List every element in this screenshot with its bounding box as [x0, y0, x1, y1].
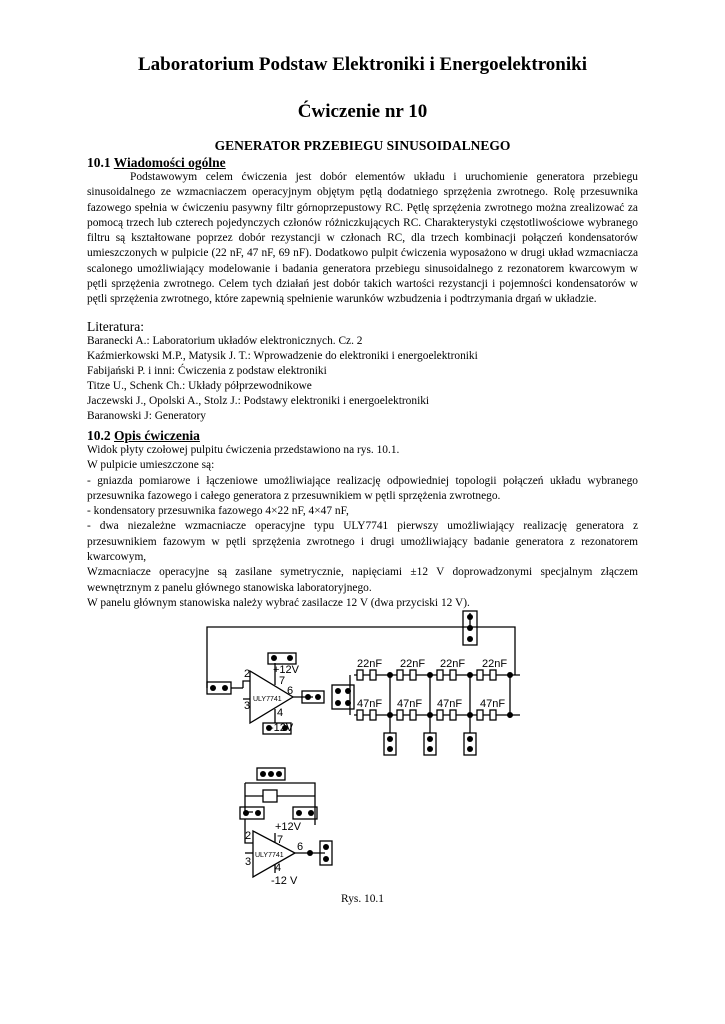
- section-2-line: - kondensatory przesuwnika fazowego 4×22 nF, 4×47 nF,: [87, 505, 349, 518]
- pin-label: 2: [245, 830, 252, 842]
- crystal-oscillator-schematic: [235, 765, 345, 885]
- cap-label: 47nF: [480, 698, 506, 710]
- cap-label: 47nF: [357, 698, 383, 710]
- pin-label: 7: [279, 675, 286, 687]
- cap-label: 22nF: [440, 658, 466, 670]
- pin-label: 3: [245, 856, 252, 868]
- section-2-body: [87, 443, 638, 611]
- section-2-line: Wzmacniacze operacyjne są zasilane symetrycznie, napięciami ±12 V doprowadzonymi specjalnym złączem wewnętrznym z panelu głównego stanowiska laboratoryjnego.: [87, 566, 638, 594]
- section-1-number: 10.1: [87, 155, 111, 170]
- section-2-line: Widok płyty czołowej pulpitu ćwiczenia przedstawiono na rys. 10.1.: [87, 444, 400, 456]
- cap-label: 22nF: [482, 658, 508, 670]
- pos-supply-label: +12V: [275, 821, 301, 833]
- section-2-line: W panelu głównym stanowiska należy wybrać zasilacze 12 V (dwa przyciski 12 V).: [87, 596, 470, 609]
- figure-caption: Rys. 10.1: [341, 893, 384, 905]
- neg-supply-label: -12 V: [271, 875, 298, 885]
- section-1-body: [87, 170, 638, 308]
- section-1-title: Wiadomości ogólne: [113, 155, 226, 170]
- section-1-heading: [87, 155, 226, 171]
- cap-label: 22nF: [357, 658, 383, 670]
- section-2-line: W pulpicie umieszczone są:: [87, 459, 215, 472]
- pin-label: 4: [277, 707, 284, 719]
- section-2-line: - dwa niezależne wzmacniacze operacyjne typu ULY7741 pierwszy umożliwiający realizację generatora z przesuwnikiem fazowym w pętli sprzężenia zwrotnego i drugi umożliwiający badanie generatora z rezonatorem kwarcowym,: [87, 520, 638, 564]
- pin-label: 4: [275, 862, 282, 874]
- literature-heading: Literatura:: [87, 319, 144, 334]
- section-2-heading: [87, 428, 200, 444]
- pin-label: 2: [244, 668, 251, 680]
- cap-label: 47nF: [397, 698, 423, 710]
- document-subtitle: GENERATOR PRZEBIEGU SINUSOIDALNEGO: [214, 138, 511, 153]
- literature-item: Baranowski J: Generatory: [87, 410, 206, 422]
- cap-label: 22nF: [400, 658, 426, 670]
- cap-label: 47nF: [437, 698, 463, 710]
- literature-item: Fabijański P. i inni: Ćwiczenia z podstaw elektroniki: [87, 365, 327, 377]
- pos-supply-label: +12V: [273, 664, 299, 676]
- literature-item: Kaźmierkowski M.P., Matysik J. T.: Wprowadzenie do elektroniki i energoelektroniki: [87, 350, 478, 362]
- literature-item: Titze U., Schenk Ch.: Układy półprzewodnikowe: [87, 380, 312, 392]
- section-2-title: Opis ćwiczenia: [114, 428, 200, 443]
- literature-item: Baranecki A.: Laboratorium układów elektronicznych. Cz. 2: [87, 335, 363, 347]
- section-2-number: 10.2: [87, 428, 111, 443]
- document-title: Laboratorium Podstaw Elektroniki i Energoelektroniki: [138, 54, 587, 75]
- pin-label: 6: [297, 841, 304, 853]
- pin-label: 6: [287, 685, 294, 697]
- section-2-line: - gniazda pomiarowe i łączeniowe umożliwiające realizację odpowiedniej topologii połączeń układu wybranego przesuwnika fazowego i całego generatora z przesuwnikiem w pętli sprzężenia zwrotnego.: [87, 474, 638, 502]
- literature-item: Jaczewski J., Opolski A., Stolz J.: Podstawy elektroniki i energoelektroniki: [87, 395, 430, 407]
- opamp-label: ULY7741: [255, 852, 284, 859]
- section-1-paragraph: Podstawowym celem ćwiczenia jest dobór elementów układu i uruchomienie generatora przebiegu sinusoidalnego ze wzmacniaczem operacyjnym objętym pętlą dodatniego sprzężenia zwrotnego. Rolę przesuwnika fazowego spełnia w ćwiczeniu pasywny filtr górnoprzepustowy RC. Pętlę sprzężenia zwrotnego można zrealizować za pomocą trzech lub czterech pojedynczych członów różniczkujących RC. Charakterystyki częstotliwościowe wybranego filtru są kształtowane poprzez dobór rezystancji w członach RC, dla trzech kombinacji połączeń kondensatorów umieszczonych w pulpicie (22 nF, 47 nF, 69 nF). Dodatkowo pulpit ćwiczenia wyposażono w drugi układ wzmacniacza scalonego umożliwiający modelowanie i badania generatora przebiegu sinusoidalnego z rezonatorem kwarcowym w pętli sprzężenia zwrotnego. Celem tych działań jest dobór takich wartości rezystancji i pojemności kondensatorów w pętli sprzężenia zwrotnego, które zapewnią spełnienie warunków wzbudzenia i podtrzymania drgań w układzie.: [87, 171, 638, 306]
- pin-label: 3: [244, 700, 251, 712]
- opamp-label: ULY7741: [253, 696, 282, 703]
- pin-label: 7: [277, 834, 284, 846]
- phase-shift-generator-schematic: [195, 605, 535, 770]
- neg-supply-label: -12V: [270, 722, 294, 734]
- exercise-number: Ćwiczenie nr 10: [297, 101, 428, 122]
